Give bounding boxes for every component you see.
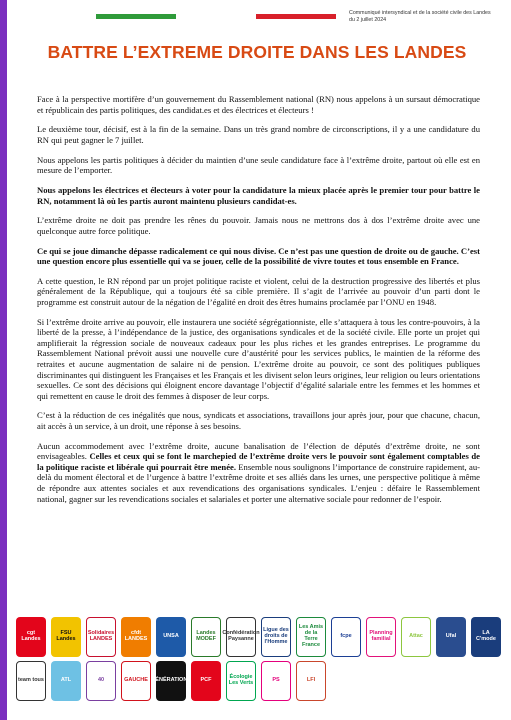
organization-logo: cgt Landes	[16, 617, 46, 657]
organization-logo: LA C'mode	[471, 617, 501, 657]
organization-logo: cfdt LANDES	[121, 617, 151, 657]
tricolor-segment	[176, 14, 256, 19]
organization-logo: PCF	[191, 661, 221, 701]
tricolor-segment	[96, 14, 176, 19]
left-accent-stripe	[0, 0, 7, 720]
organization-logo: 40	[86, 661, 116, 701]
body-paragraph: Le deuxième tour, décisif, est à la fin de la semaine. Dans un très grand nombre de circonscriptions, il y a une candidature du RN qui peut gagner le 7 juillet.	[37, 124, 480, 145]
body-paragraph	[37, 441, 480, 504]
organization-logo: Confédération Paysanne	[226, 617, 256, 657]
tricolor-segment	[256, 14, 336, 19]
organization-logo: fcpe	[331, 617, 361, 657]
tricolor-band	[96, 14, 336, 19]
body-paragraph: A cette question, le RN répond par un projet politique raciste et violent, celui de la destruction progressive des libertés et plus généralement de la République, qui a toujours été sa cible première. Il s’agit de l’arrivée au pouvoir d’un parti dont le programme est construit autour de la négation de l’égalité en droit des êtres humains proclamée par l’ONU en 1948.	[37, 275, 480, 307]
body-paragraph: Ce qui se joue dimanche dépasse radicalement ce qui nous divise. Ce n’est pas une question de droite ou de gauche. C’est une question encore plus essentielle qui va se jouer, celle de la possibilité de vivre toutes et tous ensemble en France.	[37, 245, 480, 267]
organization-logo: GAUCHE	[121, 661, 151, 701]
header-note-line-1: Communiqué intersyndical et de la société civile des Landes	[349, 10, 491, 16]
paragraph-text: Aucun accommodement avec l’extrême droite, aucune banalisation de l’élection de députés d’extrême droite, ne sont envisageables.	[37, 440, 480, 462]
organization-logo: Landes MODEF	[191, 617, 221, 657]
emphasis-text: Celles et ceux qui se font le marchepied de l’extrême droite vers le pouvoir sont également comptables de la politique raciste et libérale qui pourrait être menée.	[37, 451, 480, 472]
organization-logo: PS	[261, 661, 291, 701]
page-title: BATTRE L’EXTREME DROITE DANS LES LANDES	[47, 42, 467, 62]
organization-logo: Solidaires LANDES	[86, 617, 116, 657]
organization-logo: Attac	[401, 617, 431, 657]
body-paragraph: Nous appelons les partis politiques à décider du maintien d’une seule candidature face à l’extrême droite, partout où elle est en mesure de l’emporter.	[37, 154, 480, 176]
organization-logo: ATL	[51, 661, 81, 701]
organization-logo: Ufal	[436, 617, 466, 657]
organization-logo: Écologie Les Verts	[226, 661, 256, 701]
signatories-logos	[16, 617, 502, 715]
paragraph-text: Ensemble nous soulignons l’importance de construire rapidement, au-delà du moment électoral et de l’urgence à battre l’extrême droite et ses alliés dans les urnes, une perspective politique à même de répondre aux attentes sociales et aux revendications des organisations syndicales. L’enjeu : défaire le Rassemblement national, gagner sur les revendications sociales et salariales et porter une alternative sociale pour redonner de l’espoir.	[37, 461, 480, 504]
header-note-line-2: du 2 juillet 2024	[349, 16, 387, 23]
body-paragraph: Nous appelons les électrices et électeurs à voter pour la candidature la mieux placée après le premier tour pour battre le RN, notamment là où les partis auront maintenu plusieurs candidat-es.	[37, 184, 480, 206]
body-paragraph: C’est à la réduction de ces inégalités que nous, syndicats et associations, travaillons jour après jour, pour que chacune, chacun, ait accès à un service, à un droit, une réponse à ses besoins.	[37, 410, 480, 431]
organization-logo: LFI	[296, 661, 326, 701]
body-paragraph: Si l’extrême droite arrive au pouvoir, elle instaurera une société ségrégationniste, elle s’attaquera à tous les contre-pouvoirs, à la liberté de la presse, à l’indépendance de la justice, des organisations syndicales et de la société civile. Elle porte un projet qui amplifierait la régression sociale de nouveaux cadeaux pour les plus riches et les grandes entreprises. Le programme du Rassemblement National prévoit aussi une nouvelle cure d’austérité pour les services publics, le maintien de la réforme des retraites et aucune augmentation de salaire ni de pension. L’extrême droite au pouvoir, ce sont des politiques publiques discriminantes qui distinguent les Françaises et les Français et les divisent selon leurs origines, leur religion ou leurs orientations sexuelles. Ce sont des décisions qui éloignent encore davantage l’objectif d’égalité salariale entre les femmes et les hommes et qui remettent en cause le droit des femmes à disposer de leur corps.	[37, 316, 480, 401]
organization-logo: Planning familial	[366, 617, 396, 657]
organization-logo: FSU Landes	[51, 617, 81, 657]
body-paragraph: Face à la perspective mortifère d’un gouvernement du Rassemblement national (RN) nous appelons à un sursaut démocratique et républicain des partis politiques, des candidat.es et des électrices et électeurs !	[37, 94, 480, 115]
organization-logo: team tous	[16, 661, 46, 701]
organization-logo: Les Amis de la Terre France	[296, 617, 326, 657]
header-note	[349, 10, 499, 23]
organization-logo: UNSA	[156, 617, 186, 657]
organization-logo: Ligue des droits de l'Homme	[261, 617, 291, 657]
document-body	[37, 94, 480, 513]
organization-logo: GÉNÉRATIONS	[156, 661, 186, 701]
body-paragraph: L’extrême droite ne doit pas prendre les rênes du pouvoir. Jamais nous ne mettrons dos à dos l’extrême droite avec une quelconque autre force politique.	[37, 215, 480, 236]
